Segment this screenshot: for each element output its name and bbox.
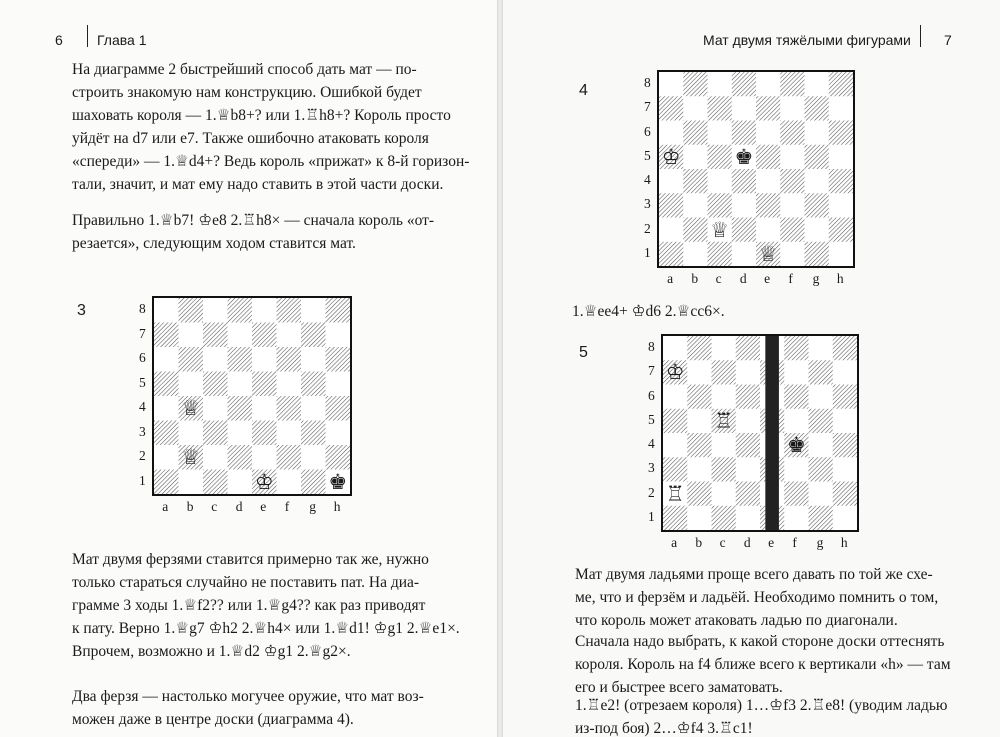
rank-label: 4 — [139, 399, 146, 415]
dark-square — [708, 242, 732, 266]
text-line: из-под боя) 2…♔f4 3.♖c1! — [575, 720, 753, 737]
dark-square — [712, 360, 736, 384]
paragraph — [72, 58, 470, 196]
dark-square — [154, 470, 179, 495]
text-line: только стараться случайно не поставить пат. На диа- — [72, 574, 420, 591]
diagram-number: 4 — [579, 82, 588, 99]
rank-label: 1 — [648, 508, 655, 524]
diagram-number: 3 — [77, 302, 86, 319]
moves-line: 1.♕ee4+ ♔d6 2.♕cc6×. — [572, 303, 725, 320]
dark-square — [154, 372, 179, 397]
dark-square — [756, 145, 780, 169]
file-label: c — [719, 535, 726, 550]
text-line: Мат двумя ферзями ставится примерно так же, нужно — [72, 551, 429, 568]
dark-square — [805, 193, 829, 217]
dark-square — [732, 121, 756, 145]
chess-piece: ♕ — [758, 241, 778, 266]
rank-label: 5 — [648, 411, 655, 427]
text-line: можен даже в центре доски (диаграмма 4). — [72, 711, 354, 728]
dark-square — [683, 218, 707, 242]
dark-square — [203, 470, 228, 495]
dark-square — [756, 96, 780, 120]
rank-label: 1 — [139, 472, 146, 488]
text-line: «спереди» — 1.♕d4+? Ведь король «прижат» к 8-й горизон- — [72, 153, 470, 170]
dark-square — [659, 96, 683, 120]
dark-square — [784, 336, 808, 360]
header-divider — [920, 25, 921, 47]
paragraph — [72, 209, 456, 255]
dark-square — [756, 193, 780, 217]
rank-label: 6 — [139, 350, 146, 366]
file-label: d — [743, 535, 751, 550]
dark-square — [154, 421, 179, 446]
dark-square — [687, 433, 711, 457]
dark-square — [780, 169, 804, 193]
file-label: f — [788, 271, 793, 286]
page-number: 7 — [944, 32, 952, 48]
dark-square — [805, 96, 829, 120]
text-line: его и быстрее всего заматовать. — [575, 679, 783, 696]
chess-piece: ♔ — [661, 144, 681, 169]
dark-square — [780, 121, 804, 145]
rank-label: 3 — [139, 423, 146, 439]
diagram-number: 5 — [579, 344, 588, 361]
rank-label: 2 — [648, 484, 655, 500]
dark-square — [736, 336, 760, 360]
rank-label: 7 — [139, 325, 146, 341]
dark-square — [179, 298, 204, 323]
header-divider — [87, 25, 88, 47]
dark-square — [780, 218, 804, 242]
dark-square — [683, 169, 707, 193]
file-label: b — [186, 499, 194, 514]
dark-square — [277, 298, 302, 323]
dark-square — [683, 72, 707, 96]
dark-square — [687, 336, 711, 360]
dark-square — [277, 347, 302, 372]
board-grid — [663, 336, 857, 530]
file-label: e — [260, 499, 267, 514]
file-label: h — [333, 499, 341, 514]
paragraph — [575, 630, 959, 699]
dark-square — [809, 457, 833, 481]
file-label: e — [764, 271, 771, 286]
chess-piece: ♕ — [181, 396, 201, 421]
dark-square — [228, 298, 253, 323]
dark-square — [687, 385, 711, 409]
dark-square — [784, 385, 808, 409]
dark-square — [708, 193, 732, 217]
dark-square — [326, 347, 351, 372]
paragraph — [575, 563, 959, 632]
dark-square — [326, 396, 351, 421]
dark-square — [708, 96, 732, 120]
dark-square — [659, 193, 683, 217]
dark-square — [154, 323, 179, 348]
text-line: что король может атаковать ладью по диагонали. — [575, 612, 898, 629]
file-label: b — [691, 271, 699, 286]
dark-square — [712, 506, 736, 530]
file-label: f — [284, 499, 290, 514]
dark-square — [252, 372, 277, 397]
dark-square — [833, 385, 857, 409]
file-label: c — [211, 499, 218, 514]
rank-label: 8 — [139, 301, 146, 317]
dark-square — [301, 372, 326, 397]
dark-square — [833, 336, 857, 360]
dark-square — [784, 482, 808, 506]
file-label: a — [667, 271, 674, 286]
chess-piece: ♚ — [734, 144, 754, 169]
paragraph — [575, 694, 959, 737]
text-line: Два ферзя — настолько могучее оружие, что мат воз- — [72, 688, 424, 705]
dark-square — [809, 360, 833, 384]
dark-square — [663, 506, 687, 530]
file-label: h — [836, 271, 844, 286]
dark-square — [732, 218, 756, 242]
file-label: g — [309, 499, 316, 514]
chess-piece: ♖ — [665, 481, 685, 506]
rank-label: 3 — [648, 460, 655, 476]
text-line: Впрочем, возможно и 1.♕d2 ♔g1 2.♕g2×. — [72, 643, 351, 660]
chapter-title: Глава 1 — [97, 32, 147, 48]
right-page — [503, 0, 1000, 737]
chess-piece: ♔ — [254, 469, 274, 494]
dark-square — [326, 298, 351, 323]
text-line: Мат двумя ладьями проще всего давать по той же схе- — [575, 566, 933, 583]
dark-square — [663, 457, 687, 481]
rank-label: 3 — [644, 196, 651, 212]
dark-square — [252, 323, 277, 348]
rank-label: 6 — [644, 123, 651, 139]
dark-square — [736, 433, 760, 457]
rank-label: 4 — [648, 436, 655, 452]
chess-piece: ♔ — [665, 360, 685, 385]
dark-square — [829, 72, 853, 96]
dark-square — [805, 242, 829, 266]
text-line: уйдёт на d7 или e7. Также ошибочно атаковать короля — [72, 130, 429, 147]
chess-piece: ♕ — [710, 217, 730, 242]
dark-square — [203, 323, 228, 348]
dark-square — [683, 121, 707, 145]
paragraph — [72, 548, 460, 663]
dark-square — [833, 482, 857, 506]
text-line: строить знакомую нам конструкцию. Ошибкой будет — [72, 84, 422, 101]
highlighted-file-band — [765, 336, 779, 530]
dark-square — [203, 421, 228, 446]
dark-square — [659, 242, 683, 266]
dark-square — [829, 218, 853, 242]
dark-square — [301, 421, 326, 446]
dark-square — [809, 409, 833, 433]
rank-label: 8 — [644, 75, 651, 91]
left-page — [0, 0, 497, 737]
dark-square — [829, 121, 853, 145]
text-line: На диаграмме 2 быстрейший способ дать мат — по- — [72, 61, 417, 78]
file-label: c — [715, 271, 722, 286]
file-label: b — [695, 535, 703, 550]
text-line: шаховать короля — 1.♕b8+? или 1.♖h8+? Король просто — [72, 107, 451, 124]
dark-square — [228, 396, 253, 421]
dark-square — [805, 145, 829, 169]
rank-label: 4 — [644, 172, 651, 188]
dark-square — [277, 396, 302, 421]
dark-square — [252, 421, 277, 446]
rank-label: 7 — [644, 99, 651, 115]
dark-square — [663, 409, 687, 433]
dark-square — [712, 457, 736, 481]
file-label: f — [792, 535, 797, 550]
dark-square — [326, 445, 351, 470]
dark-square — [301, 323, 326, 348]
page-number: 6 — [55, 32, 63, 48]
rank-label: 8 — [648, 339, 655, 355]
dark-square — [301, 470, 326, 495]
chess-piece: ♚ — [328, 469, 348, 494]
text-line: грамме 3 ходы 1.♕f2?? или 1.♕g4?? как раз приводят — [72, 597, 426, 614]
text-line: короля. Король на f4 ближе всего к вертикали «h» — там — [575, 656, 951, 673]
dark-square — [732, 72, 756, 96]
dark-square — [732, 169, 756, 193]
dark-square — [228, 347, 253, 372]
file-label: d — [235, 499, 243, 514]
chess-piece: ♚ — [786, 433, 806, 458]
text-line: резается», следующим ходом ставится мат. — [72, 235, 356, 252]
file-label: g — [816, 535, 824, 550]
chessboard-diagram-4 — [657, 70, 855, 268]
rank-label: 5 — [139, 374, 146, 390]
file-label: g — [812, 271, 820, 286]
rank-label: 5 — [644, 147, 651, 163]
dark-square — [203, 372, 228, 397]
dark-square — [829, 169, 853, 193]
text-line: 1.♖e2! (отрезаем короля) 1…♔f3 2.♖e8! (уводим ладью — [575, 697, 948, 714]
dark-square — [228, 445, 253, 470]
text-line: к пату. Верно 1.♕g7 ♔h2 2.♕h4× или 1.♕d1! ♔g1 2.♕e1×. — [72, 620, 460, 637]
dark-square — [277, 445, 302, 470]
dark-square — [809, 506, 833, 530]
chessboard-diagram-5 — [661, 334, 859, 532]
dark-square — [833, 433, 857, 457]
dark-square — [736, 385, 760, 409]
running-head: Мат двумя тяжёлыми фигурами — [703, 32, 911, 48]
rank-label: 6 — [648, 387, 655, 403]
file-label: a — [671, 535, 678, 550]
dark-square — [687, 482, 711, 506]
paragraph — [72, 685, 456, 731]
dark-square — [179, 347, 204, 372]
rank-label: 2 — [644, 220, 651, 236]
chessboard-diagram-3 — [152, 296, 352, 496]
board-grid — [659, 72, 853, 266]
chess-piece: ♖ — [714, 408, 734, 433]
rank-label: 2 — [139, 448, 146, 464]
dark-square — [736, 482, 760, 506]
file-label: e — [768, 535, 775, 550]
file-label: a — [162, 499, 169, 514]
rank-label: 1 — [644, 244, 651, 260]
text-line: Правильно 1.♕b7! ♔e8 2.♖h8× — сначала король «от- — [72, 212, 435, 229]
text-line: тали, значит, и мат ему надо ставить в этой части доски. — [72, 176, 444, 193]
dark-square — [780, 72, 804, 96]
file-label: h — [840, 535, 848, 550]
text-line: Сначала надо выбрать, к какой стороне доски оттеснять — [575, 633, 945, 650]
chess-piece: ♕ — [181, 445, 201, 470]
text-line: ме, что и ферзём и ладьёй. Необходимо помнить о том, — [575, 589, 939, 606]
file-label: d — [739, 271, 747, 286]
rank-label: 7 — [648, 363, 655, 379]
dark-square — [708, 145, 732, 169]
